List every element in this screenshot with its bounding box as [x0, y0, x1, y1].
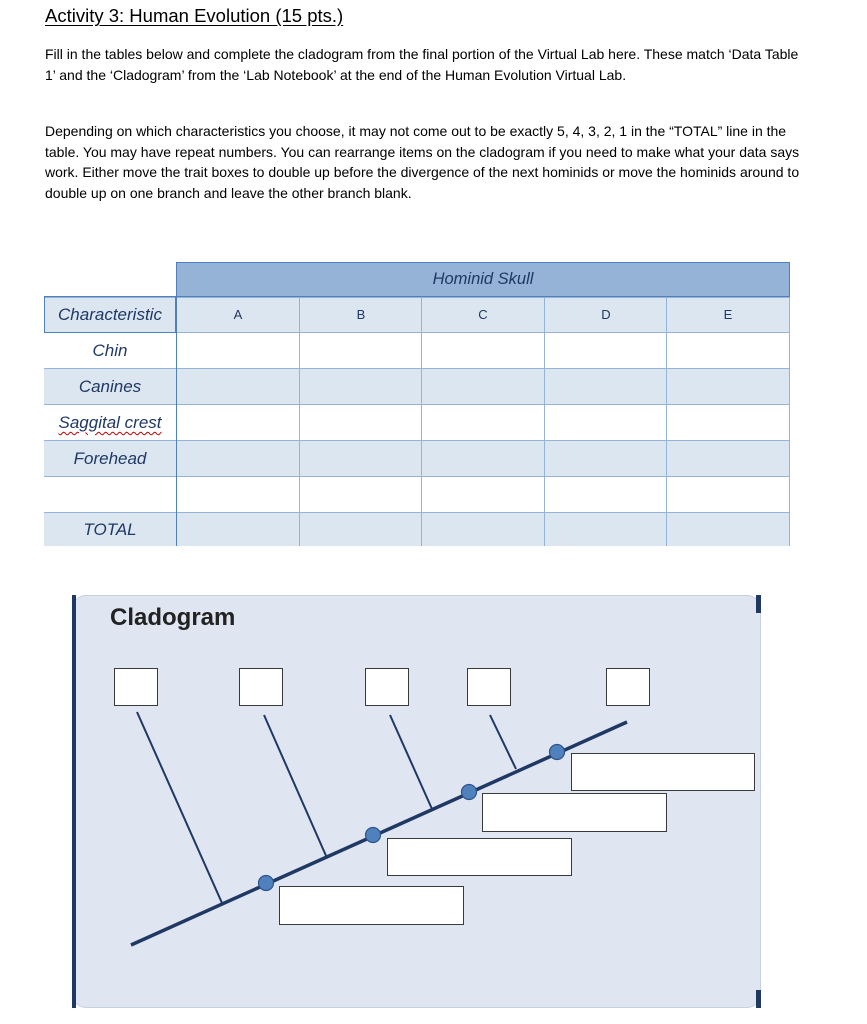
trait-box-4[interactable]	[571, 753, 755, 791]
trait-box-1[interactable]	[279, 886, 464, 925]
trait-box-2[interactable]	[387, 838, 572, 876]
activity-title: Activity 3: Human Evolution (15 pts.)	[45, 5, 344, 26]
node-dot-2	[366, 828, 381, 843]
row-label-forehead: Forehead	[73, 449, 147, 468]
trait-box-3[interactable]	[482, 793, 667, 832]
row-label-chin: Chin	[92, 341, 128, 360]
hominid-box-1[interactable]	[114, 668, 158, 706]
instructions-paragraph-1: Fill in the tables below and complete the cladogram from the final portion of the Virtual Lab here. These match ‘Data Table 1’ and the ‘Cladogram’ from the ‘Lab Notebook’ at the end of the Human Evolution Virtual Lab.	[45, 46, 799, 83]
hominid-box-3[interactable]	[365, 668, 409, 706]
cladogram-branch-d	[490, 715, 516, 769]
column-header-a: A	[233, 307, 243, 322]
row-label-total: TOTAL	[83, 520, 137, 539]
node-dot-4	[550, 745, 565, 760]
column-header-d: D	[601, 307, 611, 322]
instructions-paragraph-2: Depending on which characteristics you choose, it may not come out to be exactly 5, 4, 3, 2, 1 in the “TOTAL” line in the table. You may have repeat numbers. You can rearrange items on the cladogram if you need to make what your data says work. Either move the trait boxes to double up before the divergence of the next hominids or move the hominids around to double up on one branch and leave the other branch blank.	[45, 123, 800, 201]
node-dot-3	[462, 785, 477, 800]
column-header-c: C	[478, 307, 488, 322]
node-dot-1	[259, 876, 274, 891]
hominid-box-2[interactable]	[239, 668, 283, 706]
cladogram-branch-b	[264, 715, 327, 858]
row-label-canines: Canines	[78, 377, 142, 396]
column-header-b: B	[356, 307, 366, 322]
hominid-skull-header: Hominid Skull	[176, 262, 790, 297]
hominid-box-5[interactable]	[606, 668, 650, 706]
cladogram-branch-c	[390, 715, 432, 809]
cladogram-branch-a	[137, 712, 222, 903]
column-header-e: E	[723, 307, 733, 322]
hominid-box-4[interactable]	[467, 668, 511, 706]
characteristic-header: Characteristic	[58, 305, 162, 324]
cladogram-title: Cladogram	[110, 604, 236, 631]
row-label-sagittal-crest: Saggital crest	[58, 413, 162, 432]
